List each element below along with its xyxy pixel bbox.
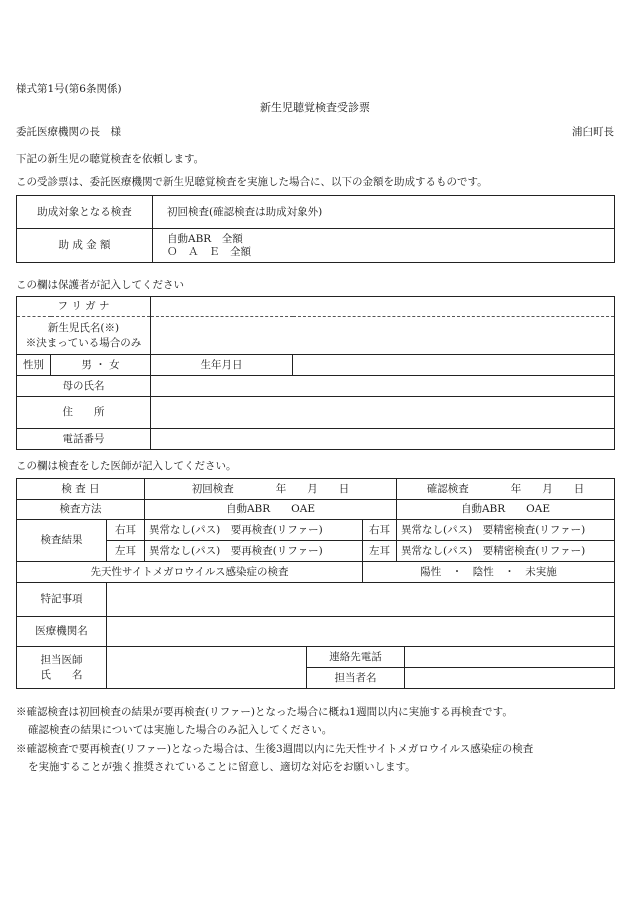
exam-result-label: 検査結果: [17, 520, 107, 562]
exam-method-label: 検査方法: [17, 500, 145, 520]
subsidy-target-value: 初回検査(確認検査は助成対象外): [153, 196, 615, 229]
cmv-test-options[interactable]: 陽性 ・ 陰性 ・ 未実施: [363, 562, 615, 583]
address-field[interactable]: [151, 397, 615, 429]
furigana-label: フ リ ガ ナ: [17, 297, 151, 317]
footnote-1-line-2: 確認検査の結果については実施した場合のみ記入してください。: [28, 724, 333, 736]
subsidy-amount-value: [153, 229, 615, 263]
dob-label: 生年月日: [151, 355, 293, 376]
subsidy-table: [16, 195, 615, 263]
dob-field[interactable]: [293, 355, 615, 376]
issuer: 浦臼町長: [572, 126, 614, 138]
confirm-left-ear-result[interactable]: 異常なし(パス) 要精密検査(リファー): [397, 541, 615, 562]
addressee: 委託医療機関の長 様: [16, 126, 121, 138]
contact-phone-field[interactable]: [405, 647, 615, 668]
guardian-table: [16, 296, 615, 450]
phone-label: 電話番号: [17, 429, 151, 450]
person-in-charge-field[interactable]: [405, 668, 615, 689]
doctor-name-label-2: 氏 名: [40, 668, 83, 681]
doctor-info-table: [16, 582, 615, 689]
newborn-name-field[interactable]: [151, 317, 615, 355]
special-notes-field[interactable]: [107, 583, 615, 617]
initial-left-ear-label: 左耳: [107, 541, 145, 562]
confirm-right-ear-label: 右耳: [363, 520, 397, 541]
confirm-left-ear-label: 左耳: [363, 541, 397, 562]
person-in-charge-label: 担当者名: [307, 668, 405, 689]
initial-right-ear-label: 右耳: [107, 520, 145, 541]
newborn-name-text: 新生児氏名(※): [47, 322, 120, 335]
confirm-right-ear-result[interactable]: 異常なし(パス) 要精密検査(リファー): [397, 520, 615, 541]
confirm-exam-method[interactable]: 自動ABR OAE: [397, 500, 615, 520]
phone-field[interactable]: [151, 429, 615, 450]
newborn-name-note: ※決まっている場合のみ: [25, 336, 142, 349]
form-title: 新生児聴覚検査受診票: [260, 101, 370, 114]
initial-right-ear-result[interactable]: 異常なし(パス) 要再検査(リファー): [145, 520, 363, 541]
subsidy-amount-abr: 自動ABR 全額: [167, 232, 243, 245]
doctor-name-label: [17, 647, 107, 689]
special-notes-label: 特記事項: [17, 583, 107, 617]
newborn-name-label: [17, 317, 151, 355]
purpose-text: この受診票は、委託医療機関で新生児聴覚検査を実施した場合に、以下の金額を助成するものです。: [16, 176, 488, 188]
sex-label: 性別: [17, 355, 51, 376]
confirm-exam-date[interactable]: 確認検査 年 月 日: [397, 479, 615, 500]
doctor-name-field[interactable]: [107, 647, 307, 689]
furigana-field[interactable]: [151, 297, 615, 317]
initial-left-ear-result[interactable]: 異常なし(パス) 要再検査(リファー): [145, 541, 363, 562]
initial-exam-method[interactable]: 自動ABR OAE: [145, 500, 397, 520]
footnote-2-line-1: ※確認検査で要再検査(リファー)となった場合は、生後3週間以内に先天性サイトメガロウイルス感染症の検査: [16, 743, 534, 755]
mother-name-field[interactable]: [151, 376, 615, 397]
contact-phone-label: 連絡先電話: [307, 647, 405, 668]
cmv-test-label: 先天性サイトメガロウイルス感染症の検査: [17, 562, 363, 583]
exam-date-label: 検 査 日: [17, 479, 145, 500]
footnote-1-line-1: ※確認検査は初回検査の結果が要再検査(リファー)となった場合に概ね1週間以内に実施する再検査です。: [16, 706, 513, 718]
mother-name-label: 母の氏名: [17, 376, 151, 397]
guardian-section-title: この欄は保護者が記入してください: [16, 279, 184, 291]
facility-name-field[interactable]: [107, 617, 615, 647]
footnote-2-line-2: を実施することが強く推奨されていることに留意し、適切な対応をお願いします。: [28, 761, 416, 773]
form-number: 様式第1号(第6条関係): [16, 83, 122, 95]
initial-exam-date[interactable]: 初回検査 年 月 日: [145, 479, 397, 500]
doctor-section-title: この欄は検査をした医師が記入してください。: [16, 460, 237, 472]
doctor-table: [16, 478, 615, 583]
subsidy-amount-label: 助 成 金 額: [17, 229, 153, 263]
subsidy-target-label: 助成対象となる検査: [17, 196, 153, 229]
address-label: 住 所: [17, 397, 151, 429]
doctor-name-label-1: 担当医師: [40, 654, 83, 667]
request-text: 下記の新生児の聴覚検査を依頼します。: [16, 153, 205, 165]
subsidy-amount-oae: Ｏ Ａ Ｅ 全額: [167, 245, 251, 258]
facility-name-label: 医療機関名: [17, 617, 107, 647]
sex-options[interactable]: 男 ・ 女: [51, 355, 151, 376]
